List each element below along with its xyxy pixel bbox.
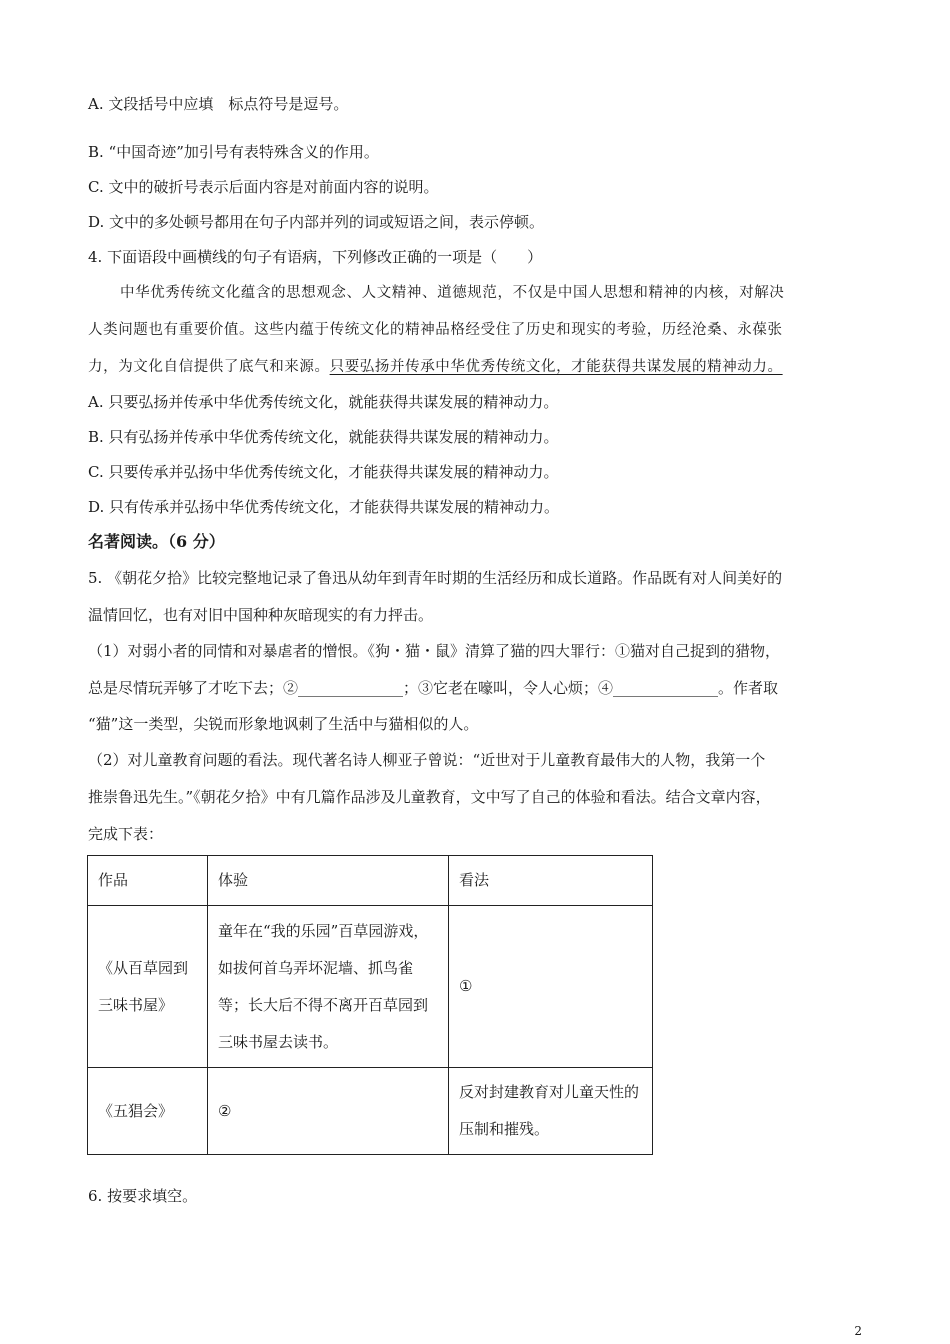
option-3d: D. 文中的多处顿号都用在句子内部并列的词或短语之间，表示停顿。 — [88, 213, 545, 231]
question-5-part2-2: 推崇鲁迅先生。”《朝花夕拾》中有几篇作品涉及儿童教育，文中写了自己的体验和看法。结合文章内容， — [88, 788, 771, 806]
option-3c: C. 文中的破折号表示后面内容是对前面内容的说明。 — [88, 178, 439, 196]
question-5-intro-1: 5. 《朝花夕拾》比较完整地记录了鲁迅从幼年到青年时期的生活经历和成长道路。作品既有对人间美好的 — [88, 569, 783, 587]
cell-experience: 童年在“我的乐园”百草园游戏，如拔何首乌弄坏泥墙、抓鸟雀等；长大后不得不离开百草园到三味书屋去读书。 — [208, 906, 449, 1068]
page-number: 2 — [854, 1324, 862, 1338]
header-experience: 体验 — [208, 856, 449, 906]
cell-experience: ② — [208, 1068, 449, 1155]
question-4-stem: 4. 下面语段中画横线的句子有语病，下列修改正确的一项是（ ） — [88, 248, 543, 266]
table-row — [88, 1068, 653, 1155]
option-4a: A. 只要弘扬并传承中华优秀传统文化，就能获得共谋发展的精神动力。 — [88, 393, 559, 411]
cell-view: 反对封建教育对儿童天性的压制和摧残。 — [449, 1068, 653, 1155]
cell-work: 《五猖会》 — [88, 1068, 208, 1155]
option-3b: B. “中国奇迹”加引号有表特殊含义的作用。 — [88, 143, 379, 161]
option-3a: A. 文段括号中应填 标点符号是逗号。 — [88, 95, 349, 113]
passage-line-1: 中华优秀传统文化蕴含的思想观念、人文精神、道德规范，不仅是中国人思想和精神的内核，对解决 — [120, 285, 785, 301]
question-5-part2-3: 完成下表： — [88, 825, 164, 843]
section-heading: 名著阅读。（6 分） — [88, 532, 225, 551]
question-5-part1-3: “猫”这一类型，尖锐而形象地讽刺了生活中与猫相似的人。 — [88, 715, 479, 733]
passage-text: 力，为文化自信提供了底气和来源。 — [88, 359, 330, 375]
question-6-stem: 6. 按要求填空。 — [88, 1187, 198, 1205]
question-5-part2-1: （2）对儿童教育问题的看法。现代著名诗人柳亚子曾说：“近世对于儿童教育最伟大的人物，我第一个 — [88, 751, 766, 769]
cell-work: 《从百草园到三味书屋》 — [88, 906, 208, 1068]
table-header-row — [88, 856, 653, 906]
option-4d: D. 只有传承并弘扬中华优秀传统文化，才能获得共谋发展的精神动力。 — [88, 498, 560, 516]
header-work: 作品 — [88, 856, 208, 906]
passage-line-3 — [88, 357, 783, 377]
question-5-part1-1: （1）对弱小者的同情和对暴虐者的憎恨。《狗・猫・鼠》清算了猫的四大罪行：①猫对自己捉到的猎物， — [88, 642, 781, 660]
option-4b: B. 只有弘扬并传承中华优秀传统文化，就能获得共谋发展的精神动力。 — [88, 428, 559, 446]
header-view: 看法 — [449, 856, 653, 906]
option-4c: C. 只要传承并弘扬中华优秀传统文化，才能获得共谋发展的精神动力。 — [88, 463, 559, 481]
question-5-intro-2: 温情回忆，也有对旧中国种种灰暗现实的有力抨击。 — [88, 606, 434, 624]
underlined-sentence: 只要弘扬并传承中华优秀传统文化，才能获得共谋发展的精神动力。 — [329, 359, 783, 375]
cell-view: ① — [449, 906, 653, 1068]
passage-line-2: 人类问题也有重要价值。这些内蕴于传统文化的精神品格经受住了历史和现实的考验，历经沧桑、永葆张 — [88, 322, 783, 338]
table-row — [88, 906, 653, 1068]
question-5-part1-2: 总是尽情玩弄够了才吃下去；②______________；③它老在嚎叫，令人心烦；④______________。作者取 — [88, 679, 779, 697]
reading-table — [87, 855, 653, 1155]
